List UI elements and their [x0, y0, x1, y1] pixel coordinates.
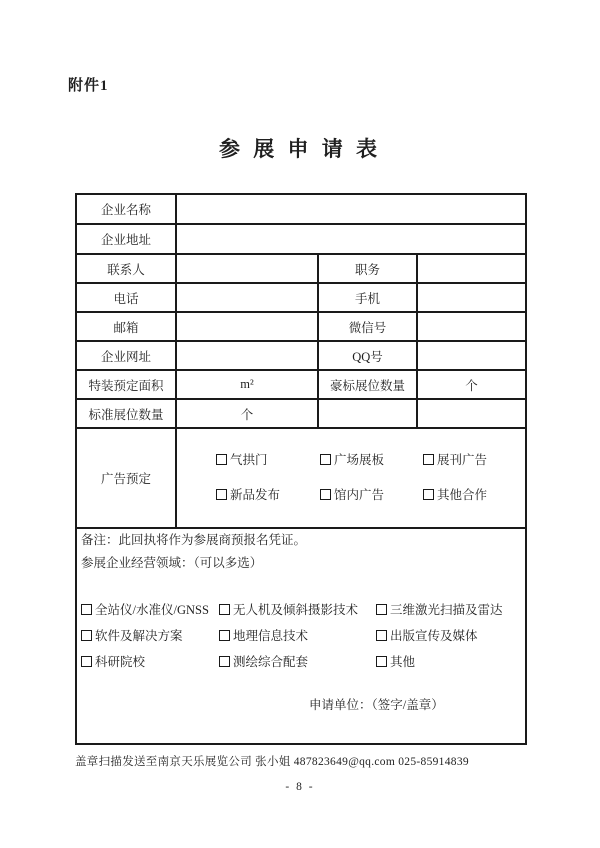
field-value-cell [176, 224, 526, 254]
checkbox-icon[interactable] [81, 656, 92, 667]
note-section-cell [76, 528, 526, 744]
table-row [76, 254, 526, 283]
checkbox-label: 馆内广告 [334, 488, 385, 502]
table-row [76, 370, 526, 399]
field-label: 企业网址 [76, 341, 176, 370]
checkbox-label: 广场展板 [334, 453, 385, 467]
table-row [76, 224, 526, 254]
field-label: 企业地址 [76, 224, 176, 254]
checkbox-label: 三维激光扫描及雷达 [390, 603, 503, 617]
checkbox-icon[interactable] [320, 489, 331, 500]
ad-options-grid [181, 429, 521, 503]
business-option [219, 626, 376, 644]
field-unit: 个 [417, 370, 526, 399]
footer-contact-text: 盖章扫描发送至南京天乐展览公司 张小姐 487823649@qq.com 025-85914839 [75, 756, 469, 768]
business-option [81, 652, 219, 670]
signature-label: 申请单位：（签字/盖章） [309, 698, 444, 712]
checkbox-icon[interactable] [81, 630, 92, 641]
ad-options-cell [176, 428, 526, 528]
ad-option [423, 450, 521, 468]
business-options-grid [81, 600, 521, 670]
checkbox-icon[interactable] [376, 630, 387, 641]
checkbox-icon[interactable] [219, 630, 230, 641]
field-label: 标准展位数量 [76, 399, 176, 428]
field-label: 邮箱 [76, 312, 176, 341]
checkbox-label: 测绘综合配套 [233, 655, 309, 669]
field-label: 联系人 [76, 254, 176, 283]
field-value-cell [176, 283, 318, 312]
business-option [81, 626, 219, 644]
field-label: 电话 [76, 283, 176, 312]
business-option [81, 600, 219, 618]
ad-option [320, 450, 423, 468]
field-label: 手机 [318, 283, 417, 312]
checkbox-label: 其他 [390, 655, 416, 669]
field-label: 豪标展位数量 [318, 370, 417, 399]
checkbox-icon[interactable] [376, 656, 387, 667]
page-title: 参 展 申 请 表 [219, 137, 381, 161]
checkbox-icon[interactable] [423, 489, 434, 500]
checkbox-icon[interactable] [81, 604, 92, 615]
table-row [76, 312, 526, 341]
checkbox-label: 全站仪/水准仪/GNSS [95, 603, 209, 617]
checkbox-icon[interactable] [219, 604, 230, 615]
field-value-cell [176, 254, 318, 283]
business-option [376, 600, 521, 618]
business-option [219, 600, 376, 618]
note-text: 备注：此回执将作为参展商预报名凭证。 [81, 533, 307, 547]
field-value-cell [176, 194, 526, 224]
field-value-cell [417, 283, 526, 312]
ad-option [216, 450, 320, 468]
checkbox-icon[interactable] [216, 489, 227, 500]
page-number: - 8 - [285, 781, 315, 793]
table-row [76, 283, 526, 312]
checkbox-icon[interactable] [320, 454, 331, 465]
checkbox-icon[interactable] [423, 454, 434, 465]
checkbox-label: 展刊广告 [437, 453, 488, 467]
ad-option [320, 485, 423, 503]
checkbox-icon[interactable] [376, 604, 387, 615]
attachment-label: 附件1 [68, 78, 109, 94]
field-label [318, 399, 417, 428]
business-fields-label: 参展企业经营领域：（可以多选） [81, 556, 263, 570]
ad-section-label: 广告预定 [76, 428, 176, 528]
table-row [76, 341, 526, 370]
field-value-cell [417, 254, 526, 283]
field-value-cell [417, 312, 526, 341]
checkbox-label: 科研院校 [95, 655, 146, 669]
field-label: QQ号 [318, 341, 417, 370]
field-label: 职务 [318, 254, 417, 283]
field-label: 企业名称 [76, 194, 176, 224]
business-option [219, 652, 376, 670]
business-option [376, 626, 521, 644]
field-value-cell [176, 341, 318, 370]
checkbox-label: 气拱门 [230, 453, 268, 467]
table-row [76, 528, 526, 744]
ad-option [423, 485, 521, 503]
field-value-cell [417, 341, 526, 370]
field-label: 微信号 [318, 312, 417, 341]
table-row [76, 194, 526, 224]
field-label: 特装预定面积 [76, 370, 176, 399]
checkbox-label: 地理信息技术 [233, 629, 309, 643]
checkbox-label: 软件及解决方案 [95, 629, 183, 643]
field-unit: 个 [176, 399, 318, 428]
checkbox-icon[interactable] [216, 454, 227, 465]
field-unit: m² [176, 370, 318, 399]
checkbox-label: 出版宣传及媒体 [390, 629, 478, 643]
ad-option [216, 485, 320, 503]
checkbox-label: 其他合作 [437, 488, 488, 502]
table-row [76, 399, 526, 428]
table-row [76, 428, 526, 528]
checkbox-label: 新品发布 [230, 488, 281, 502]
checkbox-icon[interactable] [219, 656, 230, 667]
checkbox-label: 无人机及倾斜摄影技术 [233, 603, 359, 617]
application-form-table [75, 193, 527, 745]
business-option [376, 652, 521, 670]
field-value-cell [417, 399, 526, 428]
field-value-cell [176, 312, 318, 341]
